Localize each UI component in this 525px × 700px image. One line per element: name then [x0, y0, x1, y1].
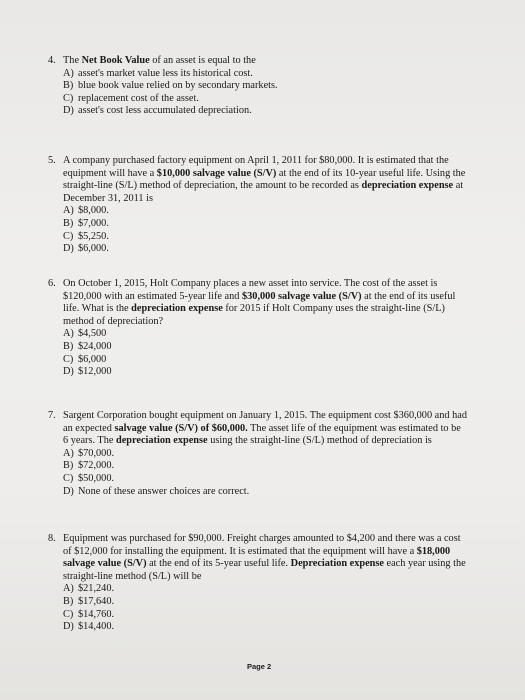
answer-option: [63, 596, 468, 609]
stem-text: of an asset is equal to the: [149, 55, 256, 66]
option-text: $5,250.: [78, 230, 109, 242]
option-text: $70,000.: [78, 447, 115, 459]
answer-option: [63, 218, 468, 231]
question-7: [48, 410, 468, 498]
question-stem: [63, 55, 468, 68]
option-text: replacement cost of the asset.: [78, 92, 199, 104]
emphasized-term: $18,000 salvage value (S/V): [63, 545, 451, 570]
option-letter: B): [63, 595, 74, 607]
stem-text: Sargent Corporation bought equipment on January 1, 2015. The equipment cost $360,000 and had an expected: [63, 410, 467, 434]
option-letter: C): [63, 353, 74, 365]
stem-text: The asset life of the equipment was estimated to be 6 years. The: [63, 422, 461, 447]
option-text: $4,500: [78, 328, 107, 340]
answer-option: [63, 328, 468, 341]
emphasized-term: salvage value (S/V) of $60,000.: [114, 422, 248, 434]
option-letter: C): [63, 608, 74, 620]
question-8: [48, 533, 468, 634]
option-text: $50,000.: [78, 472, 115, 484]
answer-option: [63, 231, 468, 244]
question-stem: [63, 410, 468, 448]
option-text: $14,760.: [78, 608, 115, 620]
stem-text: at the end of its 10-year useful life. Using the straight-line (S/L) method of depreciation, the amount to be recorded as: [63, 167, 466, 192]
stem-text: Equipment was purchased for $90,000. Freight charges amounted to $4,200 and there was a cost of $12,000 for installing the equipment. It is estimated that the equipment will have a: [63, 533, 461, 557]
stem-text: at December 31, 2011 is: [63, 180, 464, 204]
option-text: $6,000.: [78, 243, 109, 255]
option-text: $21,240.: [78, 583, 115, 595]
option-letter: B): [63, 340, 74, 352]
answer-option: [63, 473, 468, 486]
option-letter: C): [63, 230, 74, 242]
option-letter: D): [63, 485, 74, 497]
option-letter: A): [63, 447, 74, 459]
option-text: $6,000: [78, 353, 107, 365]
emphasized-term: depreciation expense: [361, 180, 454, 192]
answer-options: [63, 328, 468, 378]
option-letter: D): [63, 366, 74, 378]
option-text: $7,000.: [78, 217, 109, 229]
answer-options: [63, 68, 468, 118]
stem-text: for 2015 if Holt Company uses the straight-line (S/L) method of depreciation?: [63, 303, 445, 327]
emphasized-term: depreciation expense: [131, 303, 223, 315]
option-text: blue book value relied on by secondary markets.: [78, 80, 278, 92]
answer-option: [63, 68, 468, 81]
question-number: 4.: [48, 55, 56, 66]
option-letter: C): [63, 472, 74, 484]
answer-option: [63, 583, 468, 596]
option-text: $8,000.: [78, 205, 109, 217]
answer-option: [63, 609, 468, 622]
answer-option: [63, 341, 468, 354]
answer-options: [63, 583, 468, 633]
option-letter: B): [63, 80, 74, 92]
question-stem: [63, 155, 468, 205]
option-letter: A): [63, 67, 74, 79]
stem-text: at the end of its 5-year useful life.: [146, 558, 291, 570]
option-letter: D): [63, 243, 74, 255]
emphasized-term: $10,000 salvage value (S/V): [156, 167, 277, 179]
option-letter: D): [63, 621, 74, 633]
option-letter: A): [63, 328, 74, 340]
option-letter: A): [63, 205, 74, 217]
question-5: [48, 155, 468, 256]
answer-option: [63, 354, 468, 367]
question-number: 7.: [48, 410, 56, 421]
answer-option: [63, 621, 468, 634]
question-number: 8.: [48, 533, 56, 544]
stem-text: A company purchased factory equipment on April 1, 2011 for $80,000. It is estimated that the equipment will have a: [63, 155, 449, 179]
option-letter: A): [63, 583, 74, 595]
emphasized-term: Net Book Value: [81, 55, 150, 66]
option-letter: D): [63, 105, 74, 117]
answer-option: [63, 366, 468, 379]
option-text: asset's market value less its historical cost.: [78, 67, 253, 79]
option-letter: B): [63, 460, 74, 472]
question-stem: [63, 533, 468, 583]
stem-text: On October 1, 2015, Holt Company places a new asset into service. The cost of the asset is $120,000 with an estimated 5-year life and: [63, 278, 438, 302]
stem-text: using the straight-line (S/L) method of depreciation is: [207, 435, 432, 447]
question-6: [48, 278, 468, 379]
option-text: $24,000: [78, 340, 112, 352]
option-letter: C): [63, 92, 74, 104]
answer-option: [63, 105, 468, 118]
answer-option: [63, 486, 468, 499]
option-text: None of these answer choices are correct.: [78, 485, 250, 497]
answer-option: [63, 243, 468, 256]
emphasized-term: $30,000 salvage value (S/V): [242, 290, 362, 302]
emphasized-term: Depreciation expense: [290, 558, 384, 570]
option-text: asset's cost less accumulated depreciation.: [78, 105, 252, 117]
option-text: $12,000: [78, 366, 112, 378]
stem-text: The: [63, 55, 82, 66]
answer-option: [63, 460, 468, 473]
page-number: Page 2: [247, 662, 272, 671]
stem-text: each year using the straight-line method (S/L) will be: [63, 558, 466, 582]
answer-options: [63, 448, 468, 498]
question-number: 5.: [48, 155, 56, 166]
stem-text: at the end of its useful life. What is the: [63, 290, 456, 315]
question-4: [48, 55, 468, 118]
answer-option: [63, 93, 468, 106]
option-text: $72,000.: [78, 460, 115, 472]
option-letter: B): [63, 217, 74, 229]
answer-option: [63, 448, 468, 461]
answer-options: [63, 205, 468, 255]
answer-option: [63, 80, 468, 93]
emphasized-term: depreciation expense: [116, 435, 208, 447]
answer-option: [63, 205, 468, 218]
option-text: $14,400.: [78, 621, 115, 633]
question-number: 6.: [48, 278, 56, 289]
question-stem: [63, 278, 468, 328]
option-text: $17,640.: [78, 595, 115, 607]
